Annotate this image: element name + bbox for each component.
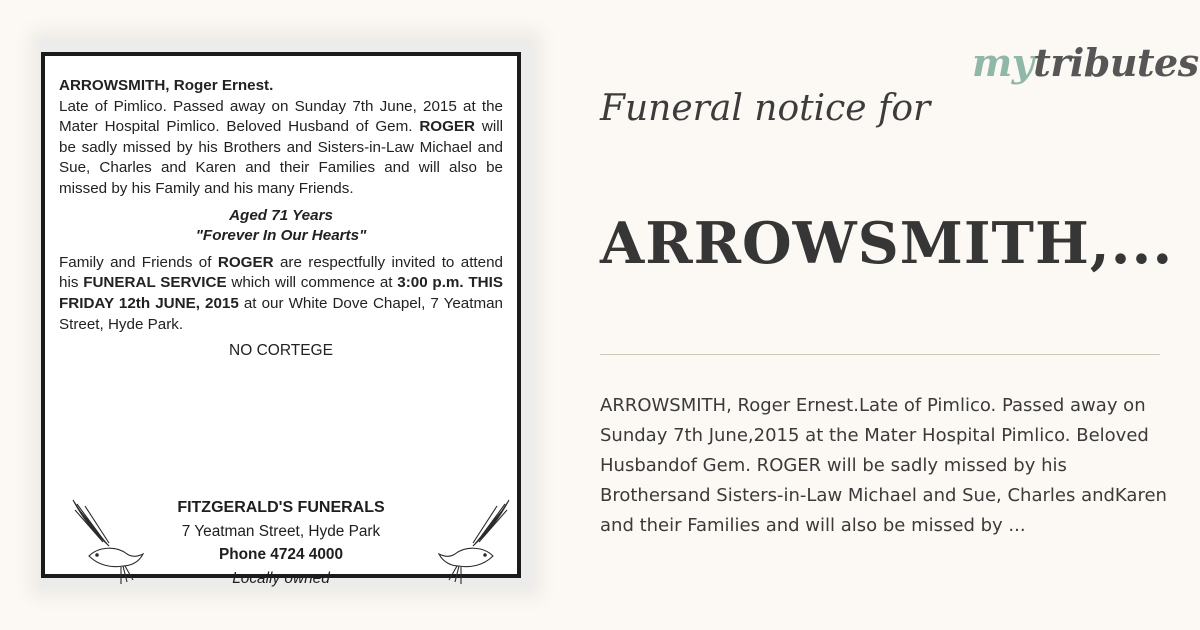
invite-when: 3:00 p.m. THIS FRIDAY 12th JUNE, 2015 (59, 274, 503, 312)
notice-excerpt: ARROWSMITH, Roger Ernest.Late of Pimlico. Passed away on Sunday 7th June,2015 at the Mater Hospital Pimlico. Beloved Husbandof Gem. ROGER will be sadly missed by his Brothersand Sisters-in-Law Michael and Sue, Charles andKaren and their Families and will also be missed by ... (600, 395, 1167, 536)
notice-paper (40, 40, 532, 588)
divider (600, 354, 1160, 355)
invite-part2: are respectfully invited to attend his (59, 253, 503, 292)
mytributes-logo[interactable] (972, 40, 1199, 85)
invite-part1: Family and Friends of (59, 253, 212, 271)
notice-body-part1: Late of Pimlico. Passed away on Sunday 7th June, 2015 at the Mater Hospital Pimlico. Beloved Husband of Gem. (59, 97, 503, 136)
funeral-home-phone: Phone 4724 4000 (218, 546, 344, 563)
notice-body (59, 97, 503, 200)
notice-text (59, 76, 503, 362)
notice-body-name: ROGER (419, 118, 476, 136)
funeral-home-name: FITZGERALD'S FUNERALS (177, 499, 385, 516)
invite-part4: at our White Dove Chapel, 7 Yeatman Street, Hyde Park. (59, 294, 503, 333)
notice-body-part2: will be sadly missed by his Brothers and Sisters-in-Law Michael and Sue, Charles and Karen and their Families and will also be missed by his Family and his many Friends. (59, 118, 503, 197)
funeral-home-address: 7 Yeatman Street, Hyde Park (181, 522, 381, 540)
notice-image (40, 40, 532, 588)
notice-age: Aged 71 Years (229, 206, 333, 224)
funeral-home-tagline: Locally owned (232, 569, 330, 587)
notice-cortege: NO CORTEGE (229, 342, 333, 360)
invite-service: FUNERAL SERVICE (83, 274, 227, 292)
notice-heading: ARROWSMITH, Roger Ernest. (59, 77, 274, 94)
notice-invitation (59, 253, 503, 335)
logo-suffix: tributes (1033, 40, 1199, 85)
notice-label: Funeral notice for (600, 88, 931, 129)
person-name-heading: ARROWSMITH,... (600, 210, 1174, 277)
invite-part3: which will commence at (231, 274, 393, 292)
invite-name: ROGER (217, 253, 274, 271)
funeral-home-block (45, 496, 517, 590)
logo-prefix: my (972, 40, 1034, 85)
notice-quote: "Forever In Our Hearts" (195, 227, 367, 245)
notice-frame (41, 52, 521, 587)
